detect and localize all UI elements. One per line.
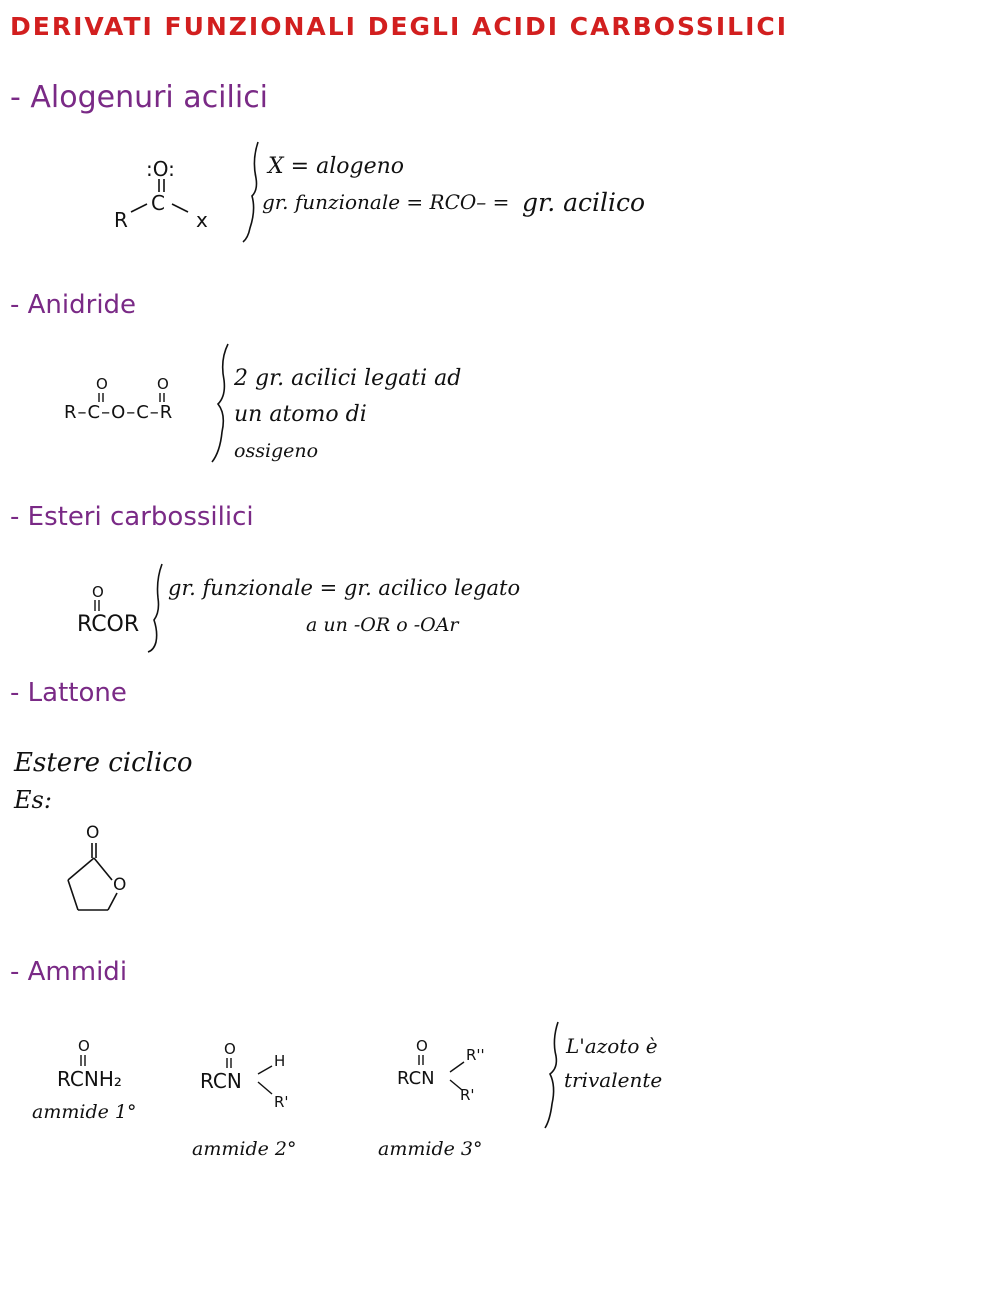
amide2-hydrogen: H — [274, 1052, 286, 1070]
note-ammidi-1: L'azoto è — [566, 1034, 658, 1058]
anhydride-o1: O — [96, 375, 108, 393]
acyl-halide-r: R — [114, 208, 128, 232]
acyl-halide-x: x — [196, 208, 208, 232]
amide3-label: ammide 3° — [378, 1138, 483, 1160]
amide3-formula: RCN — [397, 1068, 435, 1089]
heading-alogenuri: - Alogenuri acilici — [10, 80, 269, 115]
note-alogenuri-group: gr. funzionale = RCO– = — [262, 190, 510, 214]
amide2-r-prime: R' — [274, 1093, 289, 1111]
note-alogenuri-acyl: gr. acilico — [522, 188, 646, 217]
note-esteri-2: a un -OR o -OAr — [306, 614, 459, 636]
heading-ammidi: - Ammidi — [10, 957, 128, 987]
note-esteri-1: gr. funzionale = gr. acilico legato — [168, 576, 521, 600]
ester-o: O — [92, 583, 104, 601]
amide1-formula: RCNH₂ — [57, 1067, 122, 1091]
amide3-r-prime: R' — [460, 1086, 475, 1104]
note-anidride-1: 2 gr. acilici legati ad — [234, 366, 462, 391]
note-anidride-3: ossigeno — [234, 440, 319, 462]
brace-ammidi — [0, 0, 1, 1]
note-alogenuri-x: X = alogeno — [268, 154, 404, 179]
note-anidride-2: un atomo di — [234, 402, 367, 427]
page-title: DERIVATI FUNZIONALI DEGLI ACIDI CARBOSSILICI — [10, 12, 789, 41]
amide1-oxygen: O — [78, 1037, 90, 1055]
amide2-oxygen: O — [224, 1040, 236, 1058]
lattone-example-label: Es: — [14, 786, 52, 814]
amide2-formula: RCN — [200, 1069, 242, 1093]
amide2-label: ammide 2° — [192, 1138, 297, 1160]
note-ammidi-2: trivalente — [564, 1068, 663, 1092]
amide3-r-double-prime: R'' — [466, 1046, 485, 1064]
amide3-oxygen: O — [416, 1037, 428, 1055]
anhydride-o2: O — [157, 375, 169, 393]
acyl-halide-oxygen: :O: — [146, 157, 175, 181]
ester-formula: RCOR — [77, 612, 140, 637]
lactone-ring-oxygen: O — [113, 875, 127, 895]
heading-esteri: - Esteri carbossilici — [10, 502, 254, 532]
lactone-carbonyl-oxygen: O — [86, 823, 100, 843]
heading-lattone: - Lattone — [10, 678, 127, 708]
lattone-description: Estere ciclico — [14, 748, 193, 778]
heading-anidride: - Anidride — [10, 290, 137, 320]
anhydride-formula: R–C–O–C–R — [64, 402, 174, 423]
acyl-halide-carbon: C — [151, 191, 165, 215]
amide1-label: ammide 1° — [32, 1101, 137, 1123]
